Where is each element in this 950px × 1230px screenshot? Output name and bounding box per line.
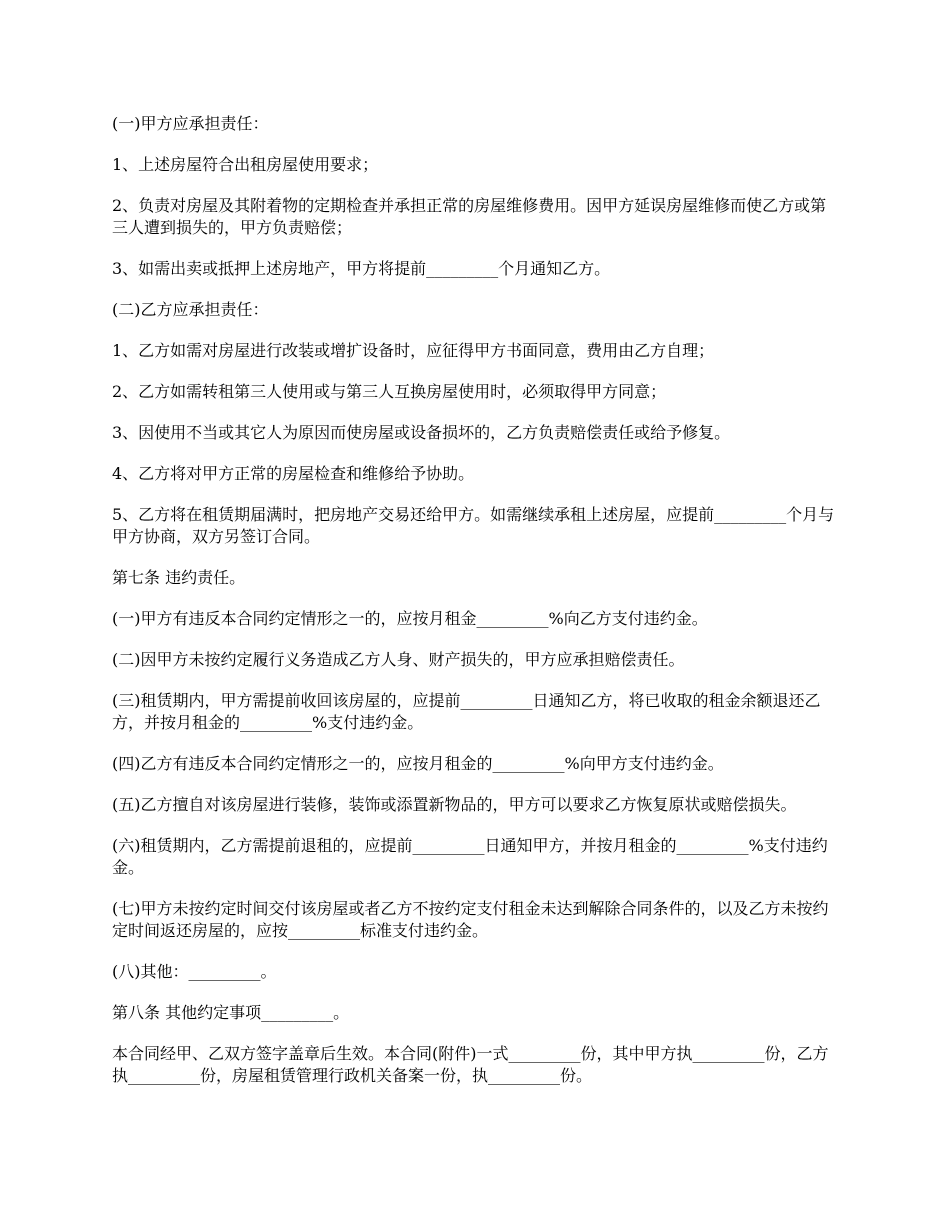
paragraph-party-b-item-5: 5、乙方将在租赁期届满时，把房地产交易还给甲方。如需继续承租上述房屋，应提前_________个月与甲方协商，双方另签订合同。 [112, 505, 835, 546]
paragraph-party-a-item-3: 3、如需出卖或抵押上述房地产，甲方将提前_________个月通知乙方。 [112, 259, 611, 278]
document-body [112, 113, 842, 1106]
paragraph-party-a-item-1: 1、上述房屋符合出租房屋使用要求； [112, 155, 379, 174]
paragraph-breach-3: (三)租赁期内，甲方需提前收回该房屋的，应提前_________日通知乙方，将已收取的租金余额退还乙方，并按月租金的_________%支付违约金。 [112, 691, 821, 732]
paragraph-breach-5: (五)乙方擅自对该房屋进行装修，装饰或添置新物品的，甲方可以要求乙方恢复原状或赔偿损失。 [112, 795, 797, 814]
paragraph-breach-7: (七)甲方未按约定时间交付该房屋或者乙方不按约定支付租金未达到解除合同条件的，以及乙方未按约定时间返还房屋的，应按_________标准支付违约金。 [112, 899, 829, 940]
article-8-heading: 第八条 其他约定事项_________。 [112, 1003, 350, 1022]
paragraph-party-a-heading: (一)甲方应承担责任： [112, 114, 269, 133]
paragraph-breach-1: (一)甲方有违反本合同约定情形之一的，应按月租金_________%向乙方支付违约金。 [112, 609, 708, 628]
paragraph-effectiveness: 本合同经甲、乙双方签字盖章后生效。本合同(附件)一式_________份，其中甲方执_________份，乙方执_________份，房屋租赁管理行政机关备案一份，执_________份。 [112, 1044, 829, 1085]
paragraph-party-a-item-2: 2、负责对房屋及其附着物的定期检查并承担正常的房屋维修费用。因甲方延误房屋维修而使乙方或第三人遭到损失的，甲方负责赔偿； [112, 196, 827, 237]
paragraph-party-b-item-3: 3、因使用不当或其它人为原因而使房屋或设备损坏的，乙方负责赔偿责任或给予修复。 [112, 423, 731, 442]
paragraph-breach-6: (六)租赁期内，乙方需提前退租的，应提前_________日通知甲方，并按月租金的_________%支付违约金。 [112, 836, 828, 877]
paragraph-breach-4: (四)乙方有违反本合同约定情形之一的，应按月租金的_________%向甲方支付违约金。 [112, 754, 724, 773]
paragraph-breach-2: (二)因甲方未按约定履行义务造成乙方人身、财产损失的，甲方应承担赔偿责任。 [112, 650, 685, 669]
paragraph-party-b-item-4: 4、乙方将对甲方正常的房屋检查和维修给予协助。 [112, 464, 475, 483]
paragraph-party-b-heading: (二)乙方应承担责任： [112, 300, 269, 319]
paragraph-party-b-item-2: 2、乙方如需转租第三人使用或与第三人互换房屋使用时，必须取得甲方同意； [112, 382, 667, 401]
paragraph-breach-8: (八)其他：_________。 [112, 962, 277, 981]
paragraph-party-b-item-1: 1、乙方如需对房屋进行改装或增扩设备时，应征得甲方书面同意，费用由乙方自理； [112, 341, 715, 360]
article-7-heading: 第七条 违约责任。 [112, 568, 246, 587]
